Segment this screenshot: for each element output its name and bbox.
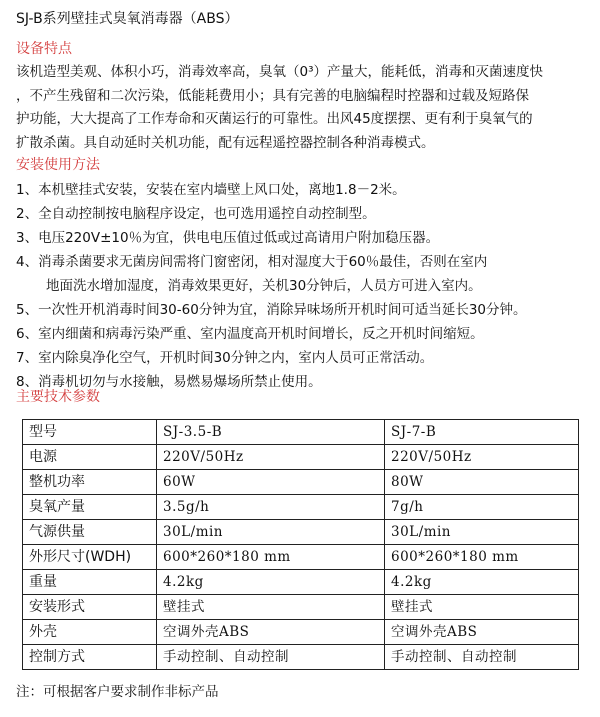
specs-heading: 主要技术参数: [16, 389, 100, 405]
spec-value-model-b: 壁挂式: [385, 595, 579, 620]
features-line: 护功能，大大提高了工作寿命和灭菌运行的可靠性。出风45度摆摆、更有利于臭氧气的: [16, 111, 533, 127]
specs-table: [22, 419, 579, 670]
usage-step: [16, 226, 588, 250]
spec-label: 型号: [23, 420, 157, 445]
step-number: 3、: [16, 230, 39, 246]
spec-value-model-b: 7g/h: [385, 495, 579, 520]
step-text: 一次性开机消毒时间30-60分钟为宜，消除异味场所开机时间可适当延长30分钟。: [38, 302, 527, 318]
spec-value-model-b: 30L/min: [385, 520, 579, 545]
step-number: 1、: [16, 182, 39, 198]
spec-value-model-b: 600*260*180 mm: [385, 545, 579, 570]
spec-value-model-a: 手动控制、自动控制: [157, 645, 385, 670]
spec-row: [23, 495, 579, 520]
usage-step: [16, 322, 588, 346]
spec-label: 安装形式: [23, 595, 157, 620]
spec-value-model-a: 4.2kg: [157, 570, 385, 595]
spec-label: 气源供量: [23, 520, 157, 545]
spec-label: 电源: [23, 445, 157, 470]
usage-step: [16, 298, 588, 322]
spec-row: [23, 520, 579, 545]
usage-step: [16, 178, 588, 202]
spec-row: [23, 620, 579, 645]
step-number: 6、: [16, 326, 39, 342]
step-text: 室内细菌和病毒污染严重、室内温度高开机时间增长，反之开机时间缩短。: [38, 326, 484, 342]
spec-label: 臭氧产量: [23, 495, 157, 520]
footnote: 注：可根据客户要求制作非标产品: [16, 684, 219, 700]
features-line: 该机造型美观、体积小巧，消毒效率高，臭氧（0³）产量大，能耗低，消毒和灭菌速度快: [16, 64, 543, 80]
step-text: 地面洗水增加湿度，消毒效果更好，关机30分钟后，人员方可进入室内。: [46, 278, 482, 294]
document-title: SJ-B系列壁挂式臭氧消毒器（ABS）: [16, 11, 239, 27]
spec-value-model-b: 80W: [385, 470, 579, 495]
step-text: 消毒杀菌要求无菌房间需将门窗密闭，相对湿度大于60％最佳，否则在室内: [38, 254, 488, 270]
step-number: 7、: [16, 350, 39, 366]
spec-row: [23, 445, 579, 470]
spec-row: [23, 595, 579, 620]
features-paragraph: [16, 61, 588, 155]
spec-row: [23, 570, 579, 595]
spec-value-model-b: 4.2kg: [385, 570, 579, 595]
usage-step: [16, 370, 588, 394]
step-text: 本机壁挂式安装，安装在室内墙壁上风口处，离地1.8－2米。: [38, 182, 406, 198]
spec-value-model-b: 空调外壳ABS: [385, 620, 579, 645]
spec-row: [23, 645, 579, 670]
spec-value-model-a: 壁挂式: [157, 595, 385, 620]
step-text: 室内除臭净化空气，开机时间30分钟之内，室内人员可正常活动。: [38, 350, 434, 366]
spec-value-model-b: 手动控制、自动控制: [385, 645, 579, 670]
spec-value-model-b: 220V/50Hz: [385, 445, 579, 470]
spec-value-model-a: SJ-3.5-B: [157, 420, 385, 445]
step-text: 电压220V±10％为宜，供电电压值过低或过高请用户附加稳压器。: [38, 230, 440, 246]
spec-value-model-a: 600*260*180 mm: [157, 545, 385, 570]
step-number: 2、: [16, 206, 39, 222]
spec-value-model-b: SJ-7-B: [385, 420, 579, 445]
usage-steps-list: [16, 178, 588, 394]
step-text: 全自动控制按电脑程序设定，也可选用遥控自动控制型。: [38, 206, 376, 222]
usage-step: [16, 346, 588, 370]
usage-step: [16, 250, 588, 298]
step-number: 5、: [16, 302, 39, 318]
spec-row: [23, 470, 579, 495]
step-number: 8、: [16, 374, 39, 390]
features-line: 扩散杀菌。具自动延时关机功能，配有远程遥控器控制各种消毒模式。: [16, 134, 435, 151]
spec-value-model-a: 3.5g/h: [157, 495, 385, 520]
spec-value-model-a: 60W: [157, 470, 385, 495]
spec-row: [23, 420, 579, 445]
spec-value-model-a: 220V/50Hz: [157, 445, 385, 470]
features-heading: 设备特点: [16, 41, 72, 57]
spec-value-model-a: 空调外壳ABS: [157, 620, 385, 645]
usage-heading: 安装使用方法: [16, 157, 100, 173]
spec-label: 控制方式: [23, 645, 157, 670]
usage-step: [16, 202, 588, 226]
spec-label: 重量: [23, 570, 157, 595]
step-text: 消毒机切勿与水接触，易燃易爆场所禁止使用。: [38, 374, 322, 390]
spec-row: [23, 545, 579, 570]
spec-label: 外壳: [23, 620, 157, 645]
step-number: 4、: [16, 254, 39, 270]
features-line: ，不产生残留和二次污染，低能耗费用小；具有完善的电脑编程时控器和过载及短路保: [16, 87, 529, 104]
spec-label: 整机功率: [23, 470, 157, 495]
spec-value-model-a: 30L/min: [157, 520, 385, 545]
spec-label: 外形尺寸(WDH): [23, 545, 157, 570]
